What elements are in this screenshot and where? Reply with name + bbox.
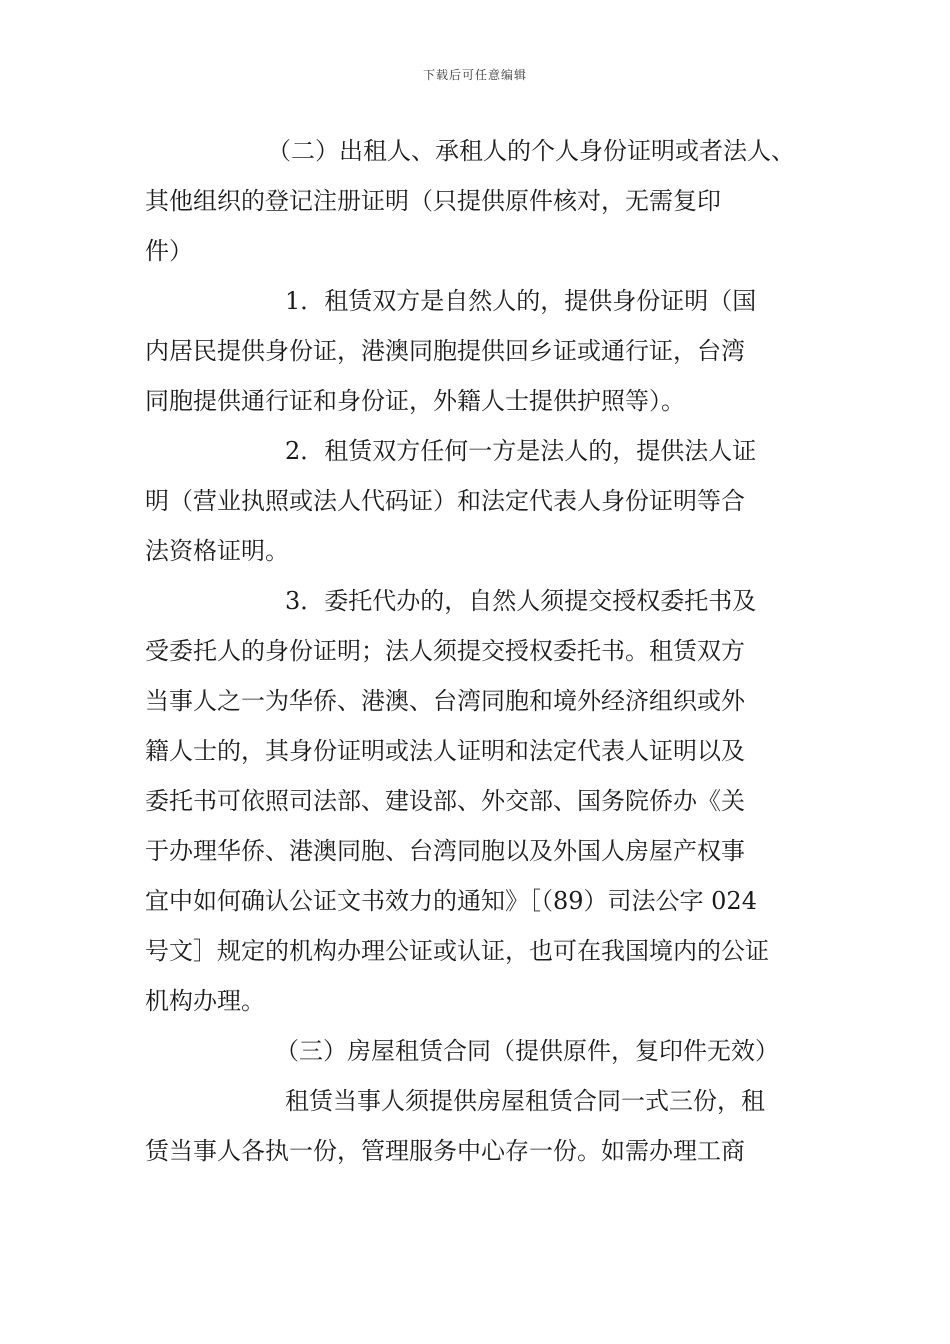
paragraph-line: 赁当事人各执一份，管理服务中心存一份。如需办理工商 <box>145 1137 745 1165</box>
paragraph-line: 于办理华侨、港澳同胞、台湾同胞以及外国人房屋产权事 <box>145 837 745 865</box>
page-header: 下载后可任意编辑 <box>422 68 527 82</box>
paragraph-first-line: 租赁当事人须提供房屋租赁合同一式三份，租 <box>285 1087 765 1115</box>
paragraph-line: 籍人士的，其身份证明或法人证明和法定代表人证明以及 <box>145 737 745 765</box>
paragraph-line: 机构办理。 <box>145 987 265 1015</box>
list-item-2: 2．租赁双方任何一方是法人的，提供法人证 <box>285 437 757 465</box>
paragraph-line: 当事人之一为华侨、港澳、台湾同胞和境外经济组织或外 <box>145 687 745 715</box>
paragraph-line: 件） <box>145 237 193 265</box>
list-item-1: 1．租赁双方是自然人的，提供身份证明（国 <box>285 287 757 315</box>
paragraph-line: 号文］规定的机构办理公证或认证，也可在我国境内的公证 <box>145 937 769 965</box>
paragraph-line: 同胞提供通行证和身份证，外籍人士提供护照等）。 <box>145 387 685 415</box>
list-item-3: 3．委托代办的，自然人须提交授权委托书及 <box>285 587 757 615</box>
section-heading-3: （三）房屋租赁合同（提供原件，复印件无效） <box>275 1037 779 1065</box>
paragraph-line: 宜中如何确认公证文书效力的通知》［（89）司法公字 024 <box>145 887 757 915</box>
paragraph-line: 明（营业执照或法人代码证）和法定代表人身份证明等合 <box>145 487 745 515</box>
document-body <box>145 126 810 1176</box>
paragraph-line: 其他组织的登记注册证明（只提供原件核对，无需复印 <box>145 187 721 215</box>
paragraph-line: 受委托人的身份证明；法人须提交授权委托书。租赁双方 <box>145 637 745 665</box>
paragraph-line: 法资格证明。 <box>145 537 289 565</box>
paragraph-line: 内居民提供身份证，港澳同胞提供回乡证或通行证，台湾 <box>145 337 745 365</box>
section-heading-2: （二）出租人、承租人的个人身份证明或者法人、 <box>267 137 795 165</box>
paragraph-line: 委托书可依照司法部、建设部、外交部、国务院侨办《关 <box>145 787 745 815</box>
